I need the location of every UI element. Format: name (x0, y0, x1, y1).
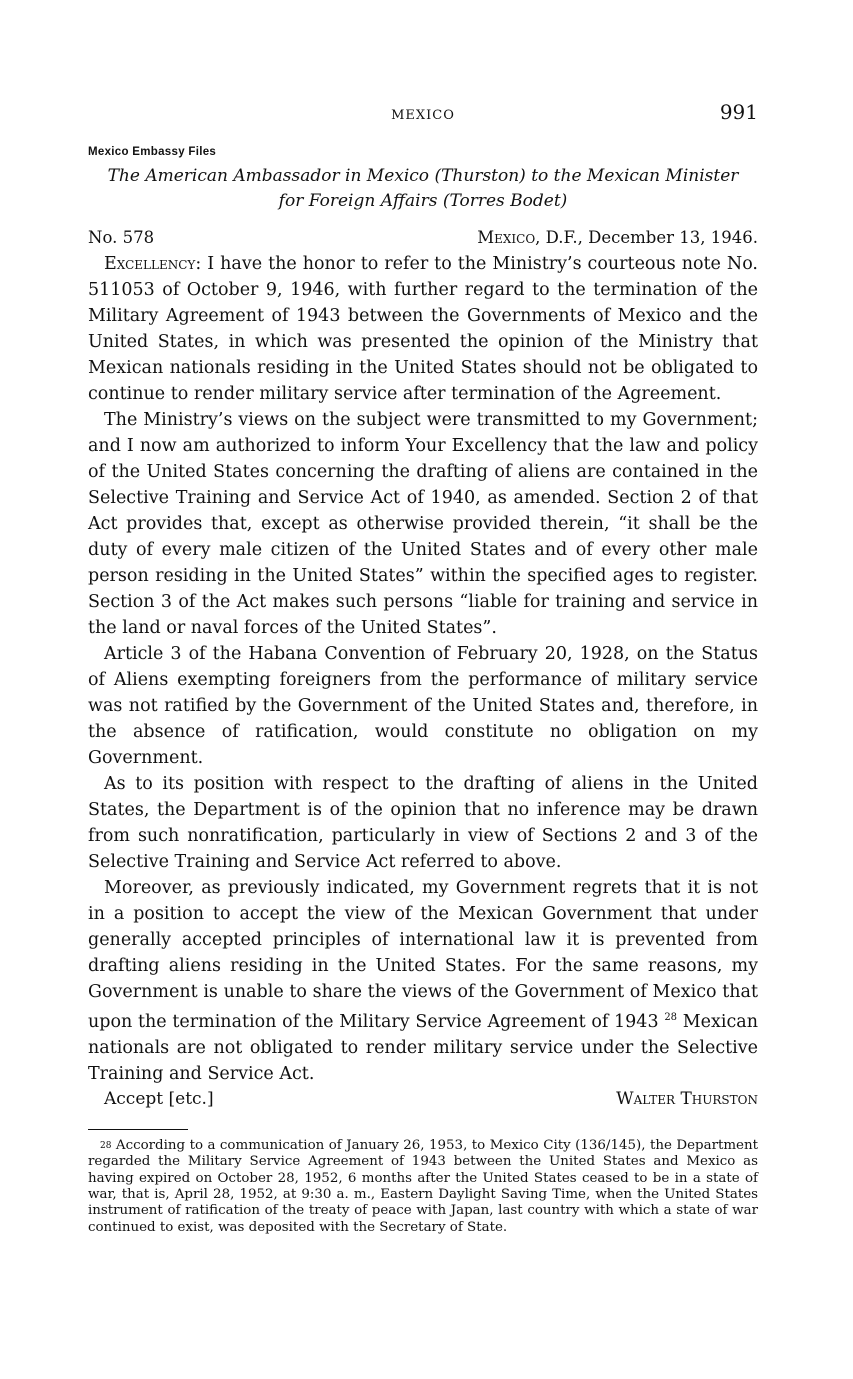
footnote-reference[interactable]: 28 (664, 1012, 678, 1023)
footnote (88, 1138, 758, 1236)
closing: Accept [etc.] (104, 1088, 214, 1109)
closing-line (88, 1089, 758, 1109)
paragraph-4: As to its position with respect to the drafting of aliens in the United States, the Department is of the opinion that no inference may be drawn from such nonratification, particularly in view of Sections 2 and 3 of the Selective Training and Service Act referred to above. (88, 774, 758, 872)
place: Mexico (477, 228, 536, 247)
running-head: MEXICO (391, 108, 455, 123)
paragraph-1-text: : I have the honor to refer to the Ministry’s courteous note No. 511053 of October 9, 1946, with further regard to the termination of the Military Agreement of 1943 between the Governments of Mexico and the United States, in which was presented the opinion of the Ministry that Mexican nationals residing in the United States should not be obligated to continue to render military service after termination of the Agreement. (88, 254, 758, 404)
paragraph-5-text-b: Mexican nationals are not obligated to render military service under the Selective Training and Service Act. (88, 1011, 759, 1084)
salutation: Excellency (104, 254, 196, 274)
paragraph-1 (88, 251, 758, 407)
footnote-rule (88, 1129, 188, 1130)
date: , D.F., December 13, 1946. (535, 228, 758, 247)
source-line: Mexico Embassy Files (88, 146, 217, 158)
document-meta (88, 228, 758, 247)
paragraph-3: Article 3 of the Habana Convention of February 20, 1928, on the Status of Aliens exempting foreigners from the performance of military service was not ratified by the Government of the United States and, therefore, in the absence of ratification, would constitute no obligation on my Government. (88, 644, 758, 768)
document-page (88, 96, 758, 1236)
paragraph-2: The Ministry’s views on the subject were transmitted to my Government; and I now am authorized to inform Your Excellency that the law and policy of the United States concerning the drafting of aliens are contained in the Selective Training and Service Act of 1940, as amended. Section 2 of that Act provides that, except as otherwise provided therein, “it shall be the duty of every male citizen of the United States and of every other male person residing in the United States” within the specified ages to register. Section 3 of the Act makes such persons “liable for training and service in the land or naval forces of the United States”. (88, 410, 758, 638)
footnote-number: 28 (100, 1140, 112, 1151)
paragraph-5-text-a: Moreover, as previously indicated, my Government regrets that it is not in a position to accept the view of the Mexican Government that under generally accepted principles of international law it is prevented from drafting aliens residing in the United States. For the same reasons, my Government is unable to share the views of the Government of Mexico that upon the termination of the Military Service Agreement of 1943 (88, 878, 758, 1032)
paragraph-5 (88, 875, 758, 1087)
page-header (88, 96, 758, 136)
document-title: The American Ambassador in Mexico (Thurston) to the Mexican Minister for Foreign Affairs (Torres Bodet) (107, 166, 739, 211)
page-number: 991 (719, 100, 758, 124)
document-number: No. 578 (88, 228, 155, 247)
place-date (477, 228, 758, 247)
letter-body (88, 251, 758, 1087)
footnote-text: According to a communication of January 26, 1953, to Mexico City (136/145), the Department regarded the Military Service Agreement of 1943 between the United States and Mexico as having expired on October 28, 1952, 6 months after the United States ceased to be in a state of war, that is, April 28, 1952, at 9:30 a. m., Eastern Daylight Saving Time, when the United States instrument of ratification of the treaty of peace with Japan, last country with which a state of war continued to exist, was deposited with the Secretary of State. (88, 1137, 758, 1235)
signature: Walter Thurston (616, 1088, 758, 1109)
